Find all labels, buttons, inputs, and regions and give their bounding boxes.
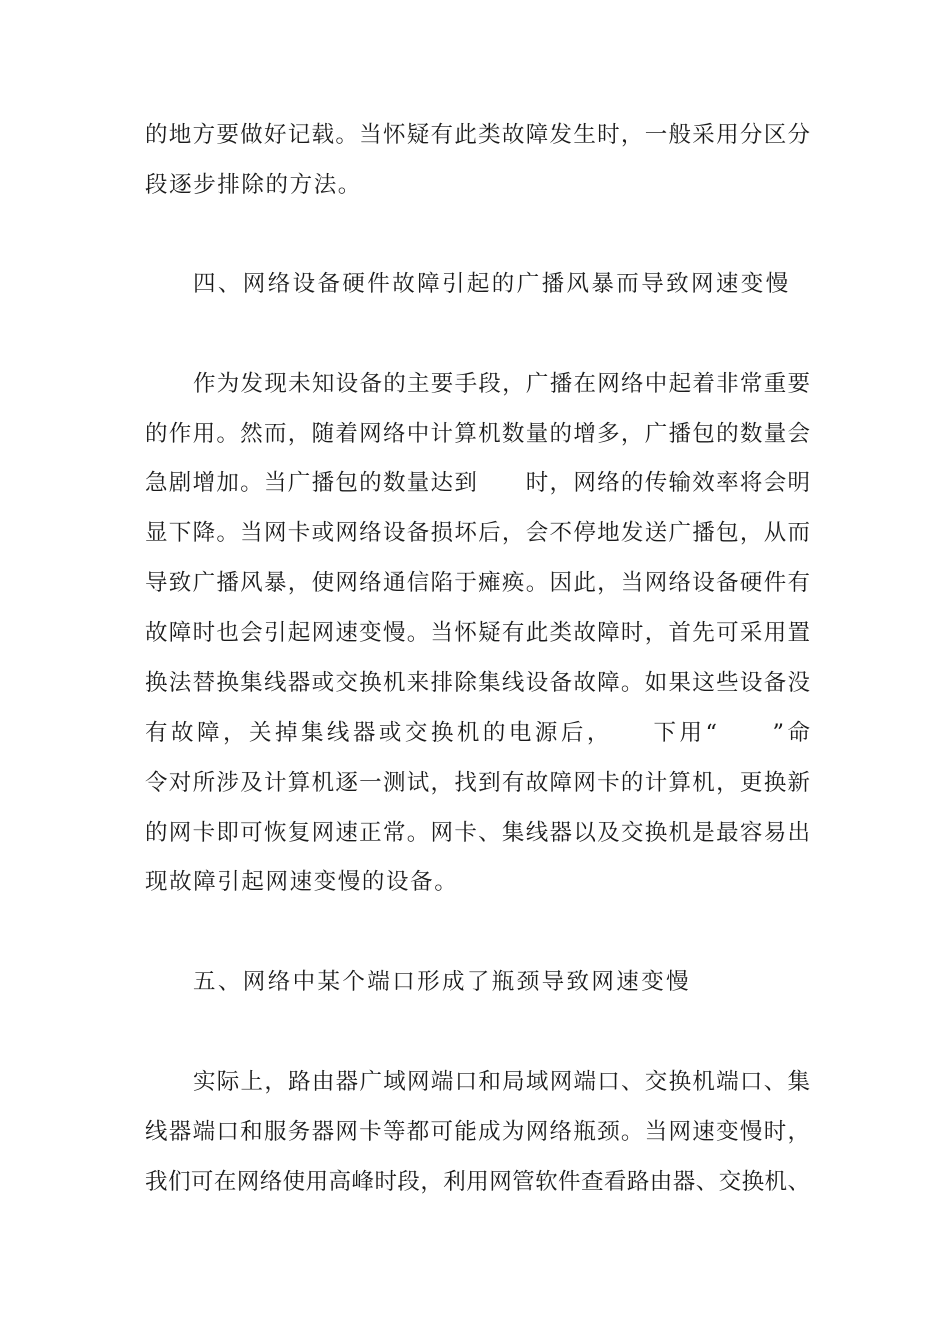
paragraph-line: 线器端口和服务器网卡等都可能成为网络瓶颈。当网速变慢时，: [145, 1119, 810, 1145]
paragraph-line: 急剧增加。当广播包的数量达到 时，网络的传输效率将会明: [145, 470, 810, 496]
paragraph-line: 的网卡即可恢复网速正常。网卡、集线器以及交换机是最容易出: [145, 820, 810, 846]
paragraph-line: 有故障，关掉集线器或交换机的电源后， 下用“ ”命: [145, 720, 810, 746]
paragraph-line: 作为发现未知设备的主要手段，广播在网络中起着非常重要: [193, 371, 810, 397]
paragraph-line: 段逐步排除的方法。: [145, 172, 362, 198]
section-heading-5: 五、网络中某个端口形成了瓶颈导致网速变慢: [193, 969, 692, 995]
paragraph-line: 换法替换集线器或交换机来排除集线设备故障。如果这些设备没: [145, 670, 810, 696]
paragraph-line: 实际上，路由器广域网端口和局域网端口、交换机端口、集: [193, 1069, 810, 1095]
paragraph-line: 故障时也会引起网速变慢。当怀疑有此类故障时，首先可采用置: [145, 620, 810, 646]
paragraph-line: 令对所涉及计算机逐一测试，找到有故障网卡的计算机，更换新: [145, 770, 810, 796]
paragraph-line: 的作用。然而，随着网络中计算机数量的增多，广播包的数量会: [145, 421, 810, 447]
paragraph-line: 的地方要做好记载。当怀疑有此类故障发生时，一般采用分区分: [145, 122, 810, 148]
paragraph-line: 现故障引起网速变慢的设备。: [145, 869, 459, 895]
paragraph-line: 导致广播风暴，使网络通信陷于瘫痪。因此，当网络设备硬件有: [145, 570, 810, 596]
paragraph-line: 显下降。当网卡或网络设备损坏后，会不停地发送广播包，从而: [145, 520, 810, 546]
section-heading-4: 四、网络设备硬件故障引起的广播风暴而导致网速变慢: [193, 271, 791, 297]
paragraph-line: 我们可在网络使用高峰时段，利用网管软件查看路由器、交换机、: [145, 1169, 810, 1195]
